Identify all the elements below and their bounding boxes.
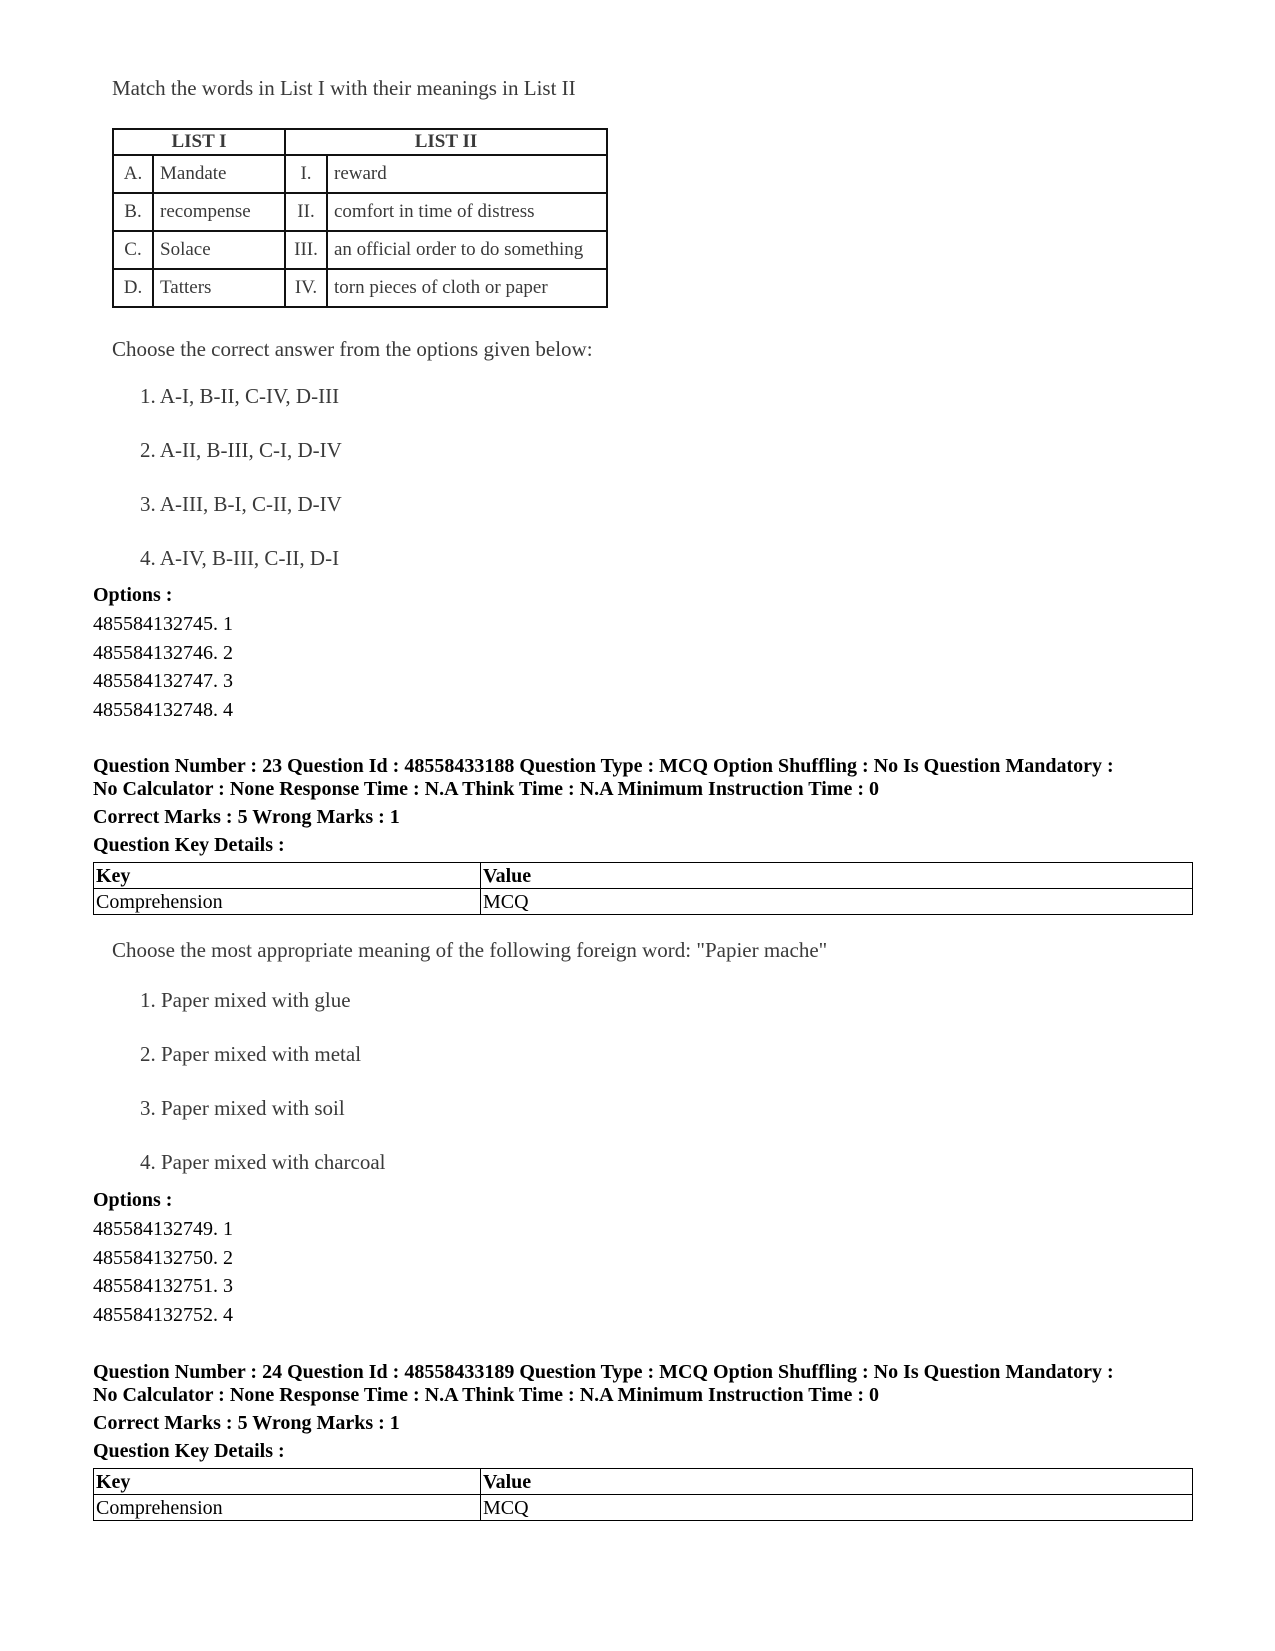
q23-meta-line2: No Calculator : None Response Time : N.A Think Time : N.A Minimum Instruction Time : 0 (93, 778, 879, 800)
row-roman: III. (285, 231, 327, 269)
row-roman: II. (285, 193, 327, 231)
row-letter: C. (113, 231, 153, 269)
list-1-header: LIST I (113, 129, 285, 155)
value-cell: MCQ (481, 889, 1193, 915)
match-row (113, 193, 607, 231)
list-2-header: LIST II (285, 129, 607, 155)
row-word: Tatters (153, 269, 285, 307)
q23-marks: Correct Marks : 5 Wrong Marks : 1 (93, 806, 400, 828)
choice-item: 1. A-I, B-II, C-IV, D-III (140, 384, 340, 408)
choice-item: 1. Paper mixed with glue (140, 988, 351, 1012)
value-cell: MCQ (481, 1495, 1193, 1521)
choice-item: 4. Paper mixed with charcoal (140, 1150, 386, 1174)
choice-item: 3. A-III, B-I, C-II, D-IV (140, 492, 342, 516)
q23-meta (93, 755, 1203, 801)
key-table-row (94, 889, 1193, 915)
choice-item: 2. A-II, B-III, C-I, D-IV (140, 438, 342, 462)
q23-options-label: Options : (93, 1189, 173, 1211)
match-row (113, 231, 607, 269)
match-table-header (113, 129, 607, 155)
option-id: 485584132752. 4 (93, 1303, 233, 1326)
q22-choices (140, 384, 342, 600)
q24-marks: Correct Marks : 5 Wrong Marks : 1 (93, 1412, 400, 1434)
q23-key-table (93, 862, 1193, 915)
q23-prompt: Choose the most appropriate meaning of the following foreign word: "Papier mache" (112, 938, 828, 962)
value-header: Value (481, 1469, 1193, 1495)
q22-options-label: Options : (93, 584, 173, 606)
value-header: Value (481, 863, 1193, 889)
choice-item: 4. A-IV, B-III, C-II, D-I (140, 546, 340, 570)
row-letter: B. (113, 193, 153, 231)
key-header: Key (94, 863, 481, 889)
q24-meta (93, 1361, 1203, 1407)
row-meaning: comfort in time of distress (327, 193, 607, 231)
key-header: Key (94, 1469, 481, 1495)
q24-meta-line2: No Calculator : None Response Time : N.A Think Time : N.A Minimum Instruction Time : 0 (93, 1384, 879, 1406)
option-id: 485584132745. 1 (93, 613, 233, 635)
match-row (113, 269, 607, 307)
row-roman: IV. (285, 269, 327, 307)
row-letter: A. (113, 155, 153, 193)
q22-choose-instruction: Choose the correct answer from the options given below: (112, 337, 593, 361)
key-cell: Comprehension (94, 1495, 481, 1521)
choice-item: 3. Paper mixed with soil (140, 1096, 345, 1120)
row-meaning: torn pieces of cloth or paper (327, 269, 607, 307)
q24-key-table (93, 1468, 1193, 1521)
q23-option-ids (93, 1215, 233, 1329)
q22-option-ids (93, 610, 233, 724)
q24-meta-line1: Question Number : 24 Question Id : 48558433189 Question Type : MCQ Option Shuffling : No Is Question Mandatory : (93, 1361, 1114, 1383)
option-id: 485584132746. 2 (93, 641, 233, 664)
q22-prompt: Match the words in List I with their meanings in List II (112, 76, 576, 100)
option-id: 485584132749. 1 (93, 1218, 233, 1240)
key-table-header (94, 1469, 1193, 1495)
row-meaning: an official order to do something (327, 231, 607, 269)
q23-key-details-label: Question Key Details : (93, 834, 285, 856)
row-word: Mandate (153, 155, 285, 193)
key-table-header (94, 863, 1193, 889)
row-word: Solace (153, 231, 285, 269)
q23-meta-line1: Question Number : 23 Question Id : 48558433188 Question Type : MCQ Option Shuffling : No Is Question Mandatory : (93, 755, 1114, 777)
option-id: 485584132747. 3 (93, 670, 233, 692)
row-letter: D. (113, 269, 153, 307)
key-cell: Comprehension (94, 889, 481, 915)
option-id: 485584132748. 4 (93, 698, 233, 721)
row-roman: I. (285, 155, 327, 193)
choice-item: 2. Paper mixed with metal (140, 1042, 362, 1066)
option-id: 485584132750. 2 (93, 1246, 233, 1269)
match-table (112, 128, 608, 308)
row-meaning: reward (327, 155, 607, 193)
q24-key-details-label: Question Key Details : (93, 1440, 285, 1462)
key-table-row (94, 1495, 1193, 1521)
q23-choices (140, 988, 386, 1204)
row-word: recompense (153, 193, 285, 231)
match-row (113, 155, 607, 193)
option-id: 485584132751. 3 (93, 1275, 233, 1297)
